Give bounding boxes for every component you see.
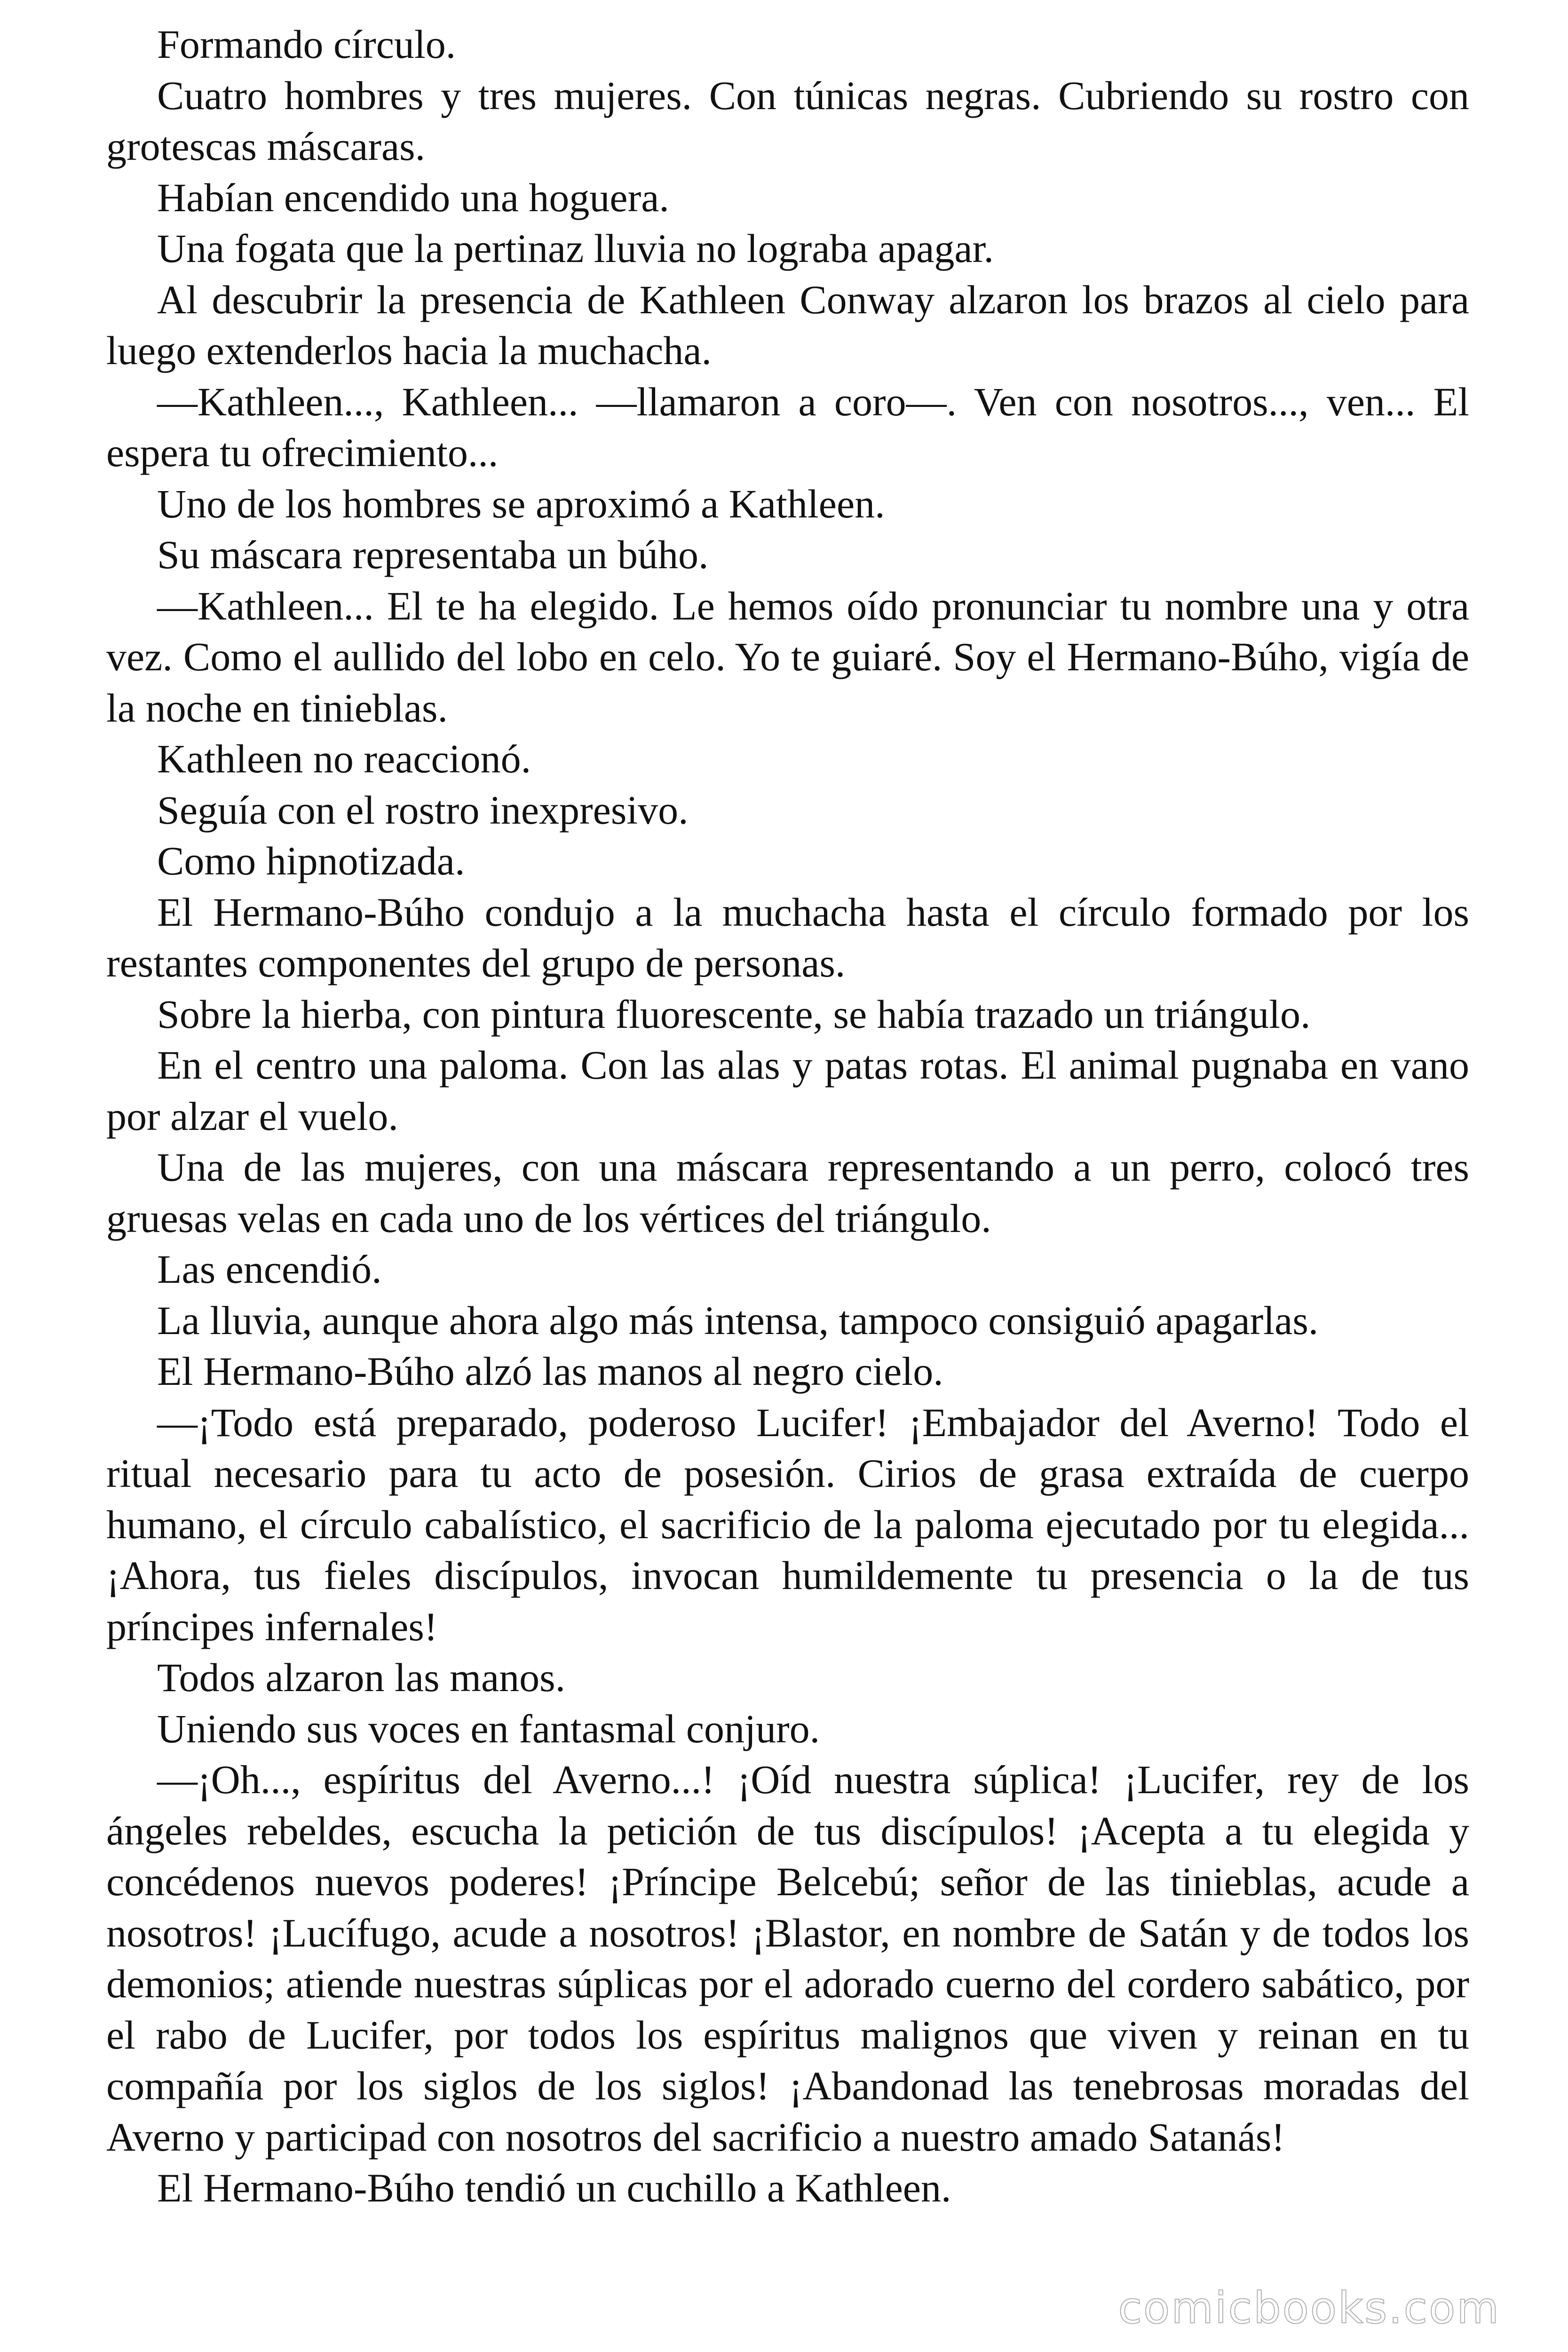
paragraph: —¡Todo está preparado, poderoso Lucifer! ¡Embajador del Averno! Todo el ritual necesario para tu acto de posesión. Cirios de grasa extraída de cuerpo humano, el círculo cabalístico, el sacrificio de la paloma ejecutado por tu elegida... ¡Ahora, tus fieles discípulos, invocan humildemente tu presencia o la de tus príncipes infernales! bbox=[106, 1399, 1469, 1649]
paragraph: Una de las mujeres, con una máscara representando a un perro, colocó tres gruesas velas en cada uno de los vértices del triángulo. bbox=[106, 1144, 1469, 1241]
paragraph: Formando círculo. bbox=[157, 22, 456, 67]
paragraph: —Kathleen..., Kathleen... —llamaron a coro—. Ven con nosotros..., ven... El espera tu ofrecimiento... bbox=[106, 379, 1469, 475]
paragraph: Uno de los hombres se aproximó a Kathleen. bbox=[157, 481, 885, 526]
paragraph: —¡Oh..., espíritus del Averno...! ¡Oíd nuestra súplica! ¡Lucifer, rey de los ángeles rebeldes, escucha la petición de tus discípulos! ¡Acepta a tu elegida y concédenos nuevos poderes! ¡Príncipe Belcebú; señor de las tinieblas, acude a nosotros! ¡Lucífugo, acude a nosotros! ¡Blastor, en nombre de Satán y de todos los demonios; atiende nuestras súplicas por el adorado cuerno del cordero sabático, por el rabo de Lucifer, por todos los espíritus malignos que viven y reinan en tu compañía por los siglos de los siglos! ¡Abandonad las tenebrosas moradas del Averno y participad con nosotros del sacrificio a nuestro amado Satanás! bbox=[106, 1757, 1469, 2160]
paragraph: Al descubrir la presencia de Kathleen Conway alzaron los brazos al cielo para luego extenderlos hacia la muchacha. bbox=[106, 277, 1469, 373]
paragraph: Seguía con el rostro inexpresivo. bbox=[157, 787, 689, 833]
paragraph: —Kathleen... El te ha elegido. Le hemos oído pronunciar tu nombre una y otra vez. Como el aullido del lobo en celo. Yo te guiaré. Soy el Hermano-Búho, vigía de la noche en tinieblas. bbox=[106, 583, 1469, 731]
paragraph: Cuatro hombres y tres mujeres. Con túnicas negras. Cubriendo su rostro con grotescas máscaras. bbox=[106, 72, 1469, 169]
paragraph: El Hermano-Búho condujo a la muchacha hasta el círculo formado por los restantes componentes del grupo de personas. bbox=[106, 889, 1469, 985]
paragraph: Sobre la hierba, con pintura fluorescente, se había trazado un triángulo. bbox=[157, 991, 1311, 1037]
paragraph: Una fogata que la pertinaz lluvia no lograba apagar. bbox=[157, 226, 994, 271]
paragraph: La lluvia, aunque ahora algo más intensa, tampoco consiguió apagarlas. bbox=[157, 1297, 1319, 1343]
paragraph: Habían encendido una hoguera. bbox=[157, 175, 669, 220]
paragraph: Las encendió. bbox=[157, 1247, 382, 1292]
paragraph: El Hermano-Búho alzó las manos al negro cielo. bbox=[157, 1349, 943, 1394]
paragraph: Kathleen no reaccionó. bbox=[157, 736, 531, 781]
body-text bbox=[106, 19, 1469, 2214]
paragraph: En el centro una paloma. Con las alas y patas rotas. El animal pugnaba en vano por alzar el vuelo. bbox=[106, 1042, 1469, 1139]
paragraph: Como hipnotizada. bbox=[157, 838, 465, 883]
watermark: comicbooks.com bbox=[1118, 2283, 1500, 2333]
paragraph: Uniendo sus voces en fantasmal conjuro. bbox=[157, 1706, 820, 1751]
paragraph: Todos alzaron las manos. bbox=[157, 1655, 566, 1700]
paragraph: Su máscara representaba un búho. bbox=[157, 532, 709, 577]
paragraph: El Hermano-Búho tendió un cuchillo a Kathleen. bbox=[157, 2165, 951, 2210]
